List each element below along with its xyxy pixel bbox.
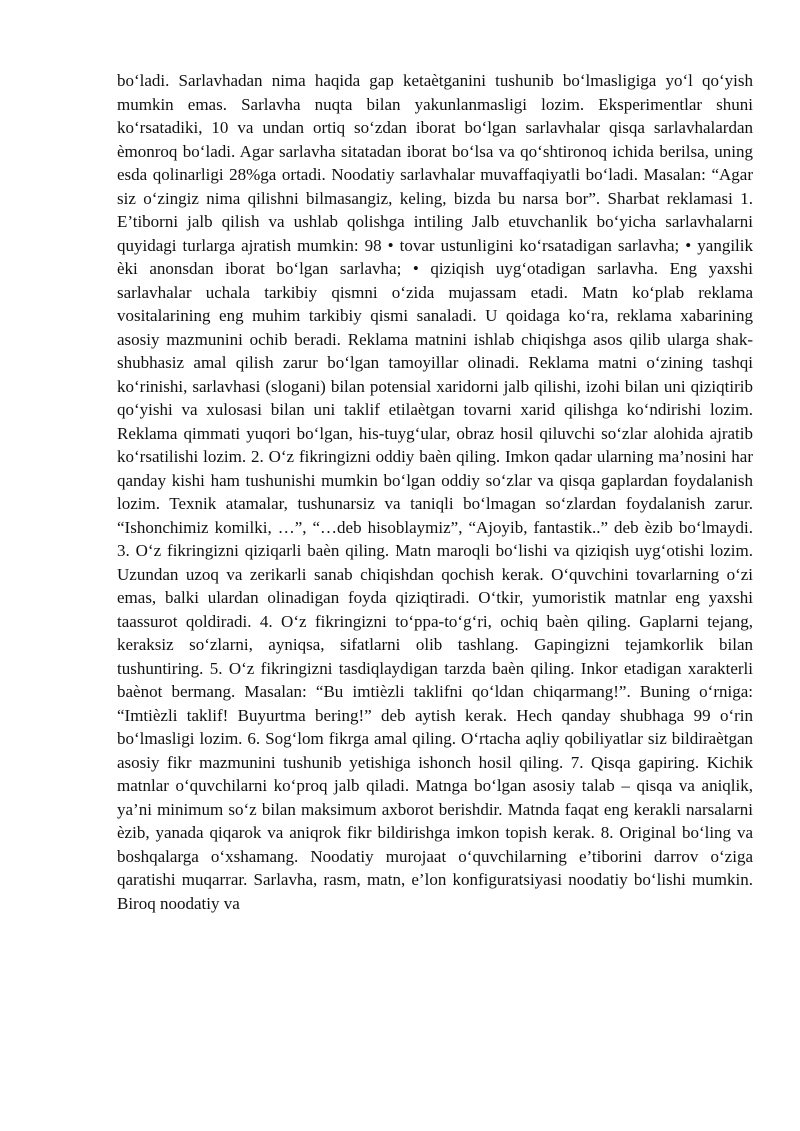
body-paragraph: bo‘ladi. Sarlavhadan nima haqida gap ketaѐtganini tushunib bo‘lmasligiga yo‘l qo‘yish mumkin emas. Sarlavha nuqta bilan yakunlanmasligi lozim. Eksperimentlar shuni ko‘rsatadiki, 10 va undan ortiq so‘zdan iborat bo‘lgan sarlavhalar qisqa sarlavhalardan ѐmonroq bo‘ladi. Agar sarlavha sitatadan iborat bo‘lsa va qo‘shtironoq ichida berilsa, uning esda qolinarligi 28%ga ortadi. Noodatiy sarlavhalar muvaffaqiyatli bo‘ladi. Masalan: “Agar siz o‘zingiz nima qilishni bilmasangiz, keling, bizda bu narsa bor”. Sharbat reklamasi 1. E’tiborni jalb qilish va ushlab qolishga intiling Jalb etuvchanlik bo‘yicha sarlavhalarni quyidagi turlarga ajratish mumkin: 98 • tovar ustunligini ko‘rsatadigan sarlavha; • yangilik ѐki anonsdan iborat bo‘lgan sarlavha; • qiziqish uyg‘otadigan sarlavha. Eng yaxshi sarlavhalar uchala tarkibiy qismni o‘zida mujassam etadi. Matn ko‘plab reklama vositalarining eng muhim tarkibiy qismi sanaladi. U qoidaga ko‘ra, reklama xabarining asosiy mazmunini ochib beradi. Reklama matnini ishlab chiqishga asos qilib ularga shak-shubhasiz amal qilish zarur bo‘lgan tamoyillar olinadi. Reklama matni o‘zining tashqi ko‘rinishi, sarlavhasi (slogani) bilan potensial xaridorni jalb qilishi, izohi bilan uni qiziqtirib qo‘yishi va xulosasi bilan uni taklif etilaѐtgan tovarni xarid qilishga ko‘ndirishi lozim. Reklama qimmati yuqori bo‘lgan, his-tuyg‘ular, obraz hosil qiluvchi so‘zlar alohida ajratib ko‘rsatilishi lozim. 2. O‘z fikringizni oddiy baѐn qiling. Imkon qadar ularning ma’nosini har qanday kishi ham tushunishi mumkin bo‘lgan oddiy so‘zlar va qisqa gaplardan foydalanish lozim. Texnik atamalar, tushunarsiz va taniqli bo‘lmagan so‘zlardan foydalanish zarur. “Ishonchimiz komilki, …”, “…deb hisoblaymiz”, “Ajoyib, fantastik..” deb ѐzib bo‘lmaydi. 3. O‘z fikringizni qiziqarli baѐn qiling. Matn maroqli bo‘lishi va qiziqish uyg‘otishi lozim. Uzundan uzoq va zerikarli sanab chiqishdan qochish kerak. O‘quvchini tovarlarning o‘zi emas, balki ulardan olinadigan foyda qiziqtiradi. O‘tkir, yumoristik matnlar eng yaxshi taassurot qoldiradi. 4. O‘z fikringizni to‘ppa-to‘g‘ri, ochiq baѐn qiling. Gaplarni tejang, keraksiz so‘zlarni, ayniqsa, sifatlarni olib tashlang. Gapingizni tejamkorlik bilan tushuntiring. 5. O‘z fikringizni tasdiqlaydigan tarzda baѐn qiling. Inkor etadigan xarakterli baѐnot bermang. Masalan: “Bu imtiѐzli taklifni qo‘ldan chiqarmang!”. Buning o‘rniga: “Imtiѐzli taklif! Buyurtma bering!” deb aytish kerak. Hech qanday shubhaga 99 o‘rin bo‘lmasligi lozim. 6. Sog‘lom fikrga amal qiling. O‘rtacha aqliy qobiliyatlar siz bildiraѐtgan asosiy fikr mazmunini tushunib yetishiga ishonch hosil qiling. 7. Qisqa gapiring. Kichik matnlar o‘quvchilarni ko‘proq jalb qiladi. Matnga bo‘lgan asosiy talab – qisqa va aniqlik, ya’ni minimum so‘z bilan maksimum axborot berishdir. Matnda faqat eng kerakli narsalarni ѐzib, yanada qiqarok va aniqrok fikr bildirishga imkon topish kerak. 8. Original bo‘ling va boshqalarga o‘xshamang. Noodatiy murojaat o‘quvchilarning e’tiborini darrov o‘ziga qaratishi muqarrar. Sarlavha, rasm, matn, e’lon konfiguratsiyasi noodatiy bo‘lishi mumkin. Biroq noodatiy va	[117, 71, 753, 913]
document-page	[117, 69, 753, 915]
